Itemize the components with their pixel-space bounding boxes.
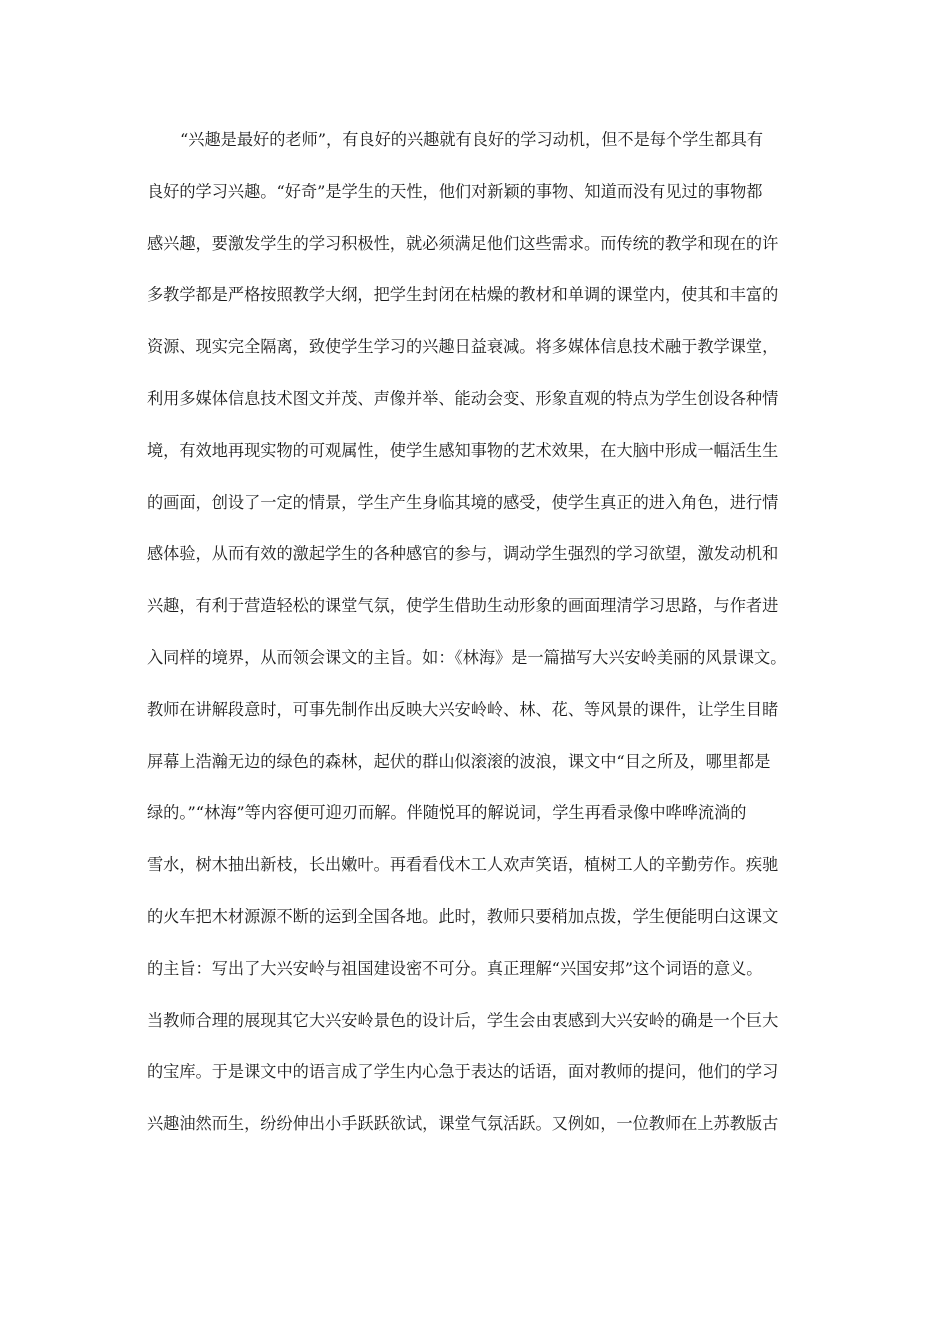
paragraph-line: “兴趣是最好的老师”，有良好的兴趣就有良好的学习动机，但不是每个学生都具有 (180, 130, 764, 149)
paragraph-line: 的宝库。于是课文中的语言成了学生内心急于表达的话语，面对教师的提问，他们的学习 (147, 1062, 779, 1081)
paragraph-line: 的火车把木材源源不断的运到全国各地。此时，教师只要稍加点拨，学生便能明白这课文 (147, 907, 779, 926)
paragraph-line: 屏幕上浩瀚无边的绿色的森林，起伏的群山似滚滚的波浪，课文中“目之所及，哪里都是 (147, 752, 771, 771)
paragraph-line: 雪水，树木抽出新枝，长出嫩叶。再看看伐木工人欢声笑语，植树工人的辛勤劳作。疾驰 (147, 855, 779, 874)
paragraph-line: 感兴趣，要激发学生的学习积极性，就必须满足他们这些需求。而传统的教学和现在的许 (147, 234, 779, 253)
paragraph-line: 多教学都是严格按照教学大纲，把学生封闭在枯燥的教材和单调的课堂内，使其和丰富的 (147, 285, 779, 304)
paragraph-line: 的主旨：写出了大兴安岭与祖国建设密不可分。真正理解“兴国安邦”这个词语的意义。 (147, 959, 763, 978)
paragraph-line: 兴趣，有利于营造轻松的课堂气氛，使学生借助生动形象的画面理清学习思路，与作者进 (147, 596, 779, 615)
paragraph-line: 利用多媒体信息技术图文并茂、声像并举、能动会变、形象直观的特点为学生创设各种情 (147, 389, 779, 408)
paragraph-line: 兴趣油然而生，纷纷伸出小手跃跃欲试，课堂气氛活跃。又例如，一位教师在上苏教版古 (147, 1114, 779, 1133)
paragraph-line: 的画面，创设了一定的情景，学生产生身临其境的感受，使学生真正的进入角色，进行情 (147, 493, 779, 512)
paragraph-line: 感体验，从而有效的激起学生的各种感官的参与，调动学生强烈的学习欲望，激发动机和 (147, 544, 779, 563)
paragraph-line: 入同样的境界，从而领会课文的主旨。如：《林海》是一篇描写大兴安岭美丽的风景课文。 (147, 648, 787, 667)
paragraph-line: 教师在讲解段意时，可事先制作出反映大兴安岭岭、林、花、等风景的课件，让学生目睹 (147, 700, 779, 719)
paragraph-line: 良好的学习兴趣。“好奇”是学生的天性，他们对新颖的事物、知道而没有见过的事物都 (147, 182, 763, 201)
paragraph-line: 境，有效地再现实物的可观属性，使学生感知事物的艺术效果，在大脑中形成一幅活生生 (147, 441, 779, 460)
paragraph-line: 资源、现实完全隔离，致使学生学习的兴趣日益衰减。将多媒体信息技术融于教学课堂， (147, 337, 779, 356)
paragraph-line: 当教师合理的展现其它大兴安岭景色的设计后，学生会由衷感到大兴安岭的确是一个巨大 (147, 1011, 779, 1030)
paragraph-line: 绿的。”“林海”等内容便可迎刃而解。伴随悦耳的解说词，学生再看录像中哗哗流淌的 (147, 803, 747, 822)
